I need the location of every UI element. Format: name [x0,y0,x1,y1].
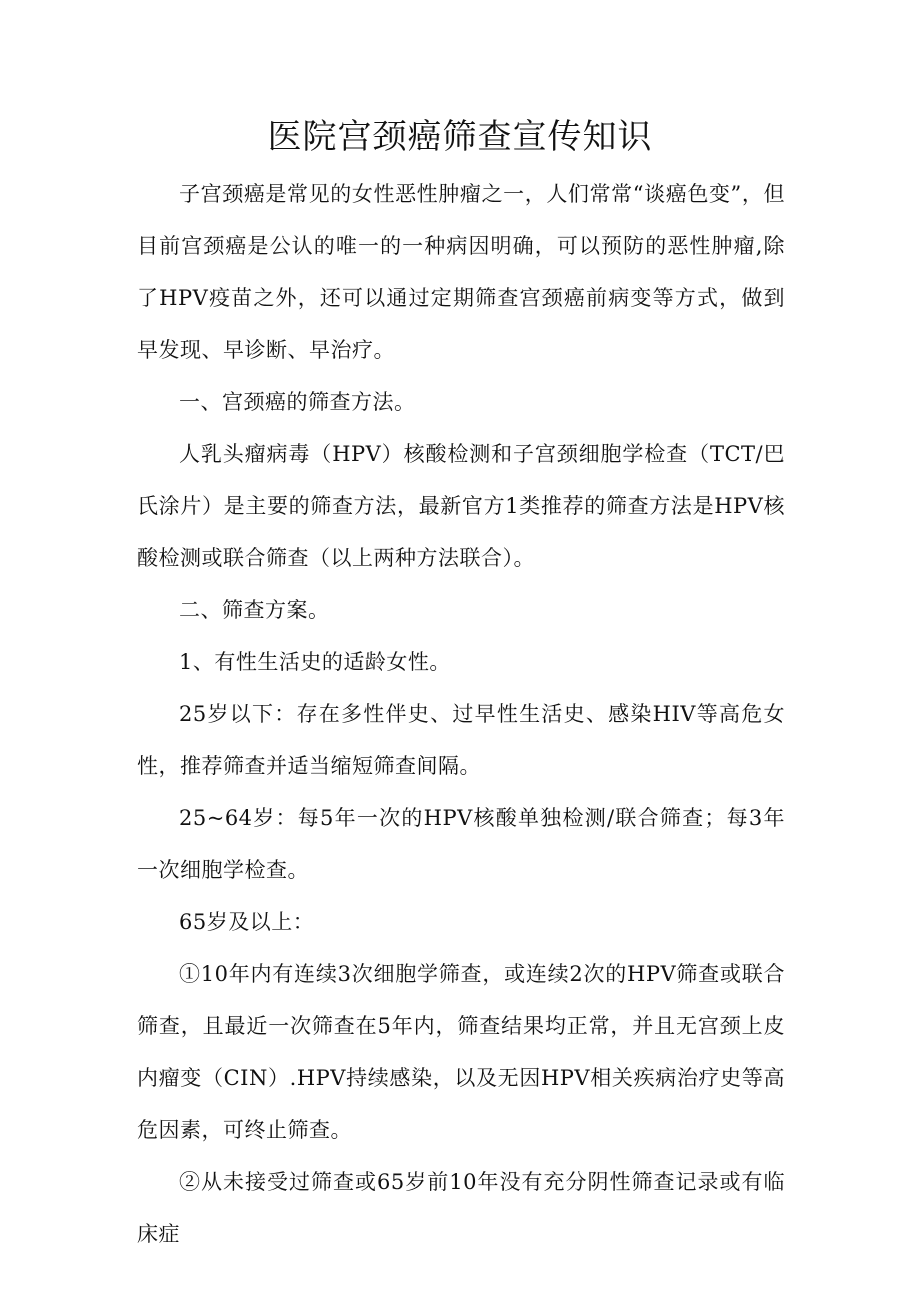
age-65-plus-item-1: ①10年内有连续3次细胞学筛查，或连续2次的HPV筛查或联合筛查，且最近一次筛查在5年内，筛查结果均正常，并且无宫颈上皮内瘤变（CIN）.HPV持续感染，以及无因HPV相关疾病治疗史等高危因素，可终止筛查。 [137,962,785,1142]
age-25-64-paragraph: 25~64岁：每5年一次的HPV核酸单独检测/联合筛查；每3年一次细胞学检查。 [137,806,785,882]
screening-methods-paragraph: 人乳头瘤病毒（HPV）核酸检测和子宫颈细胞学检查（TCT/巴氏涂片）是主要的筛查方法，最新官方1类推荐的筛查方法是HPV核酸检测或联合筛查（以上两种方法联合）。 [137,442,785,570]
subheading-eligible-women: 1、有性生活史的适龄女性。 [179,650,451,674]
document-body [137,168,785,1260]
intro-paragraph: 子宫颈癌是常见的女性恶性肿瘤之一，人们常常“谈癌色变”，但目前宫颈癌是公认的唯一的一种病因明确，可以预防的恶性肿瘤,除了HPV疫苗之外，还可以通过定期筛查宫颈癌前病变等方式，做到早发现、早诊断、早治疗。 [137,182,785,362]
page-title: 医院宫颈癌筛查宣传知识 [267,117,653,157]
section-heading-screening-methods: 一、宫颈癌的筛查方法。 [179,390,416,414]
section-heading-screening-plan: 二、筛查方案。 [179,598,330,622]
under-25-paragraph: 25岁以下：存在多性伴史、过早性生活史、感染HIV等高危女性，推荐筛查并适当缩短筛查间隔。 [137,702,785,778]
age-65-plus-item-2: ②从未接受过筛查或65岁前10年没有充分阴性筛查记录或有临床症 [137,1170,785,1246]
age-65-plus-heading: 65岁及以上： [179,910,315,934]
